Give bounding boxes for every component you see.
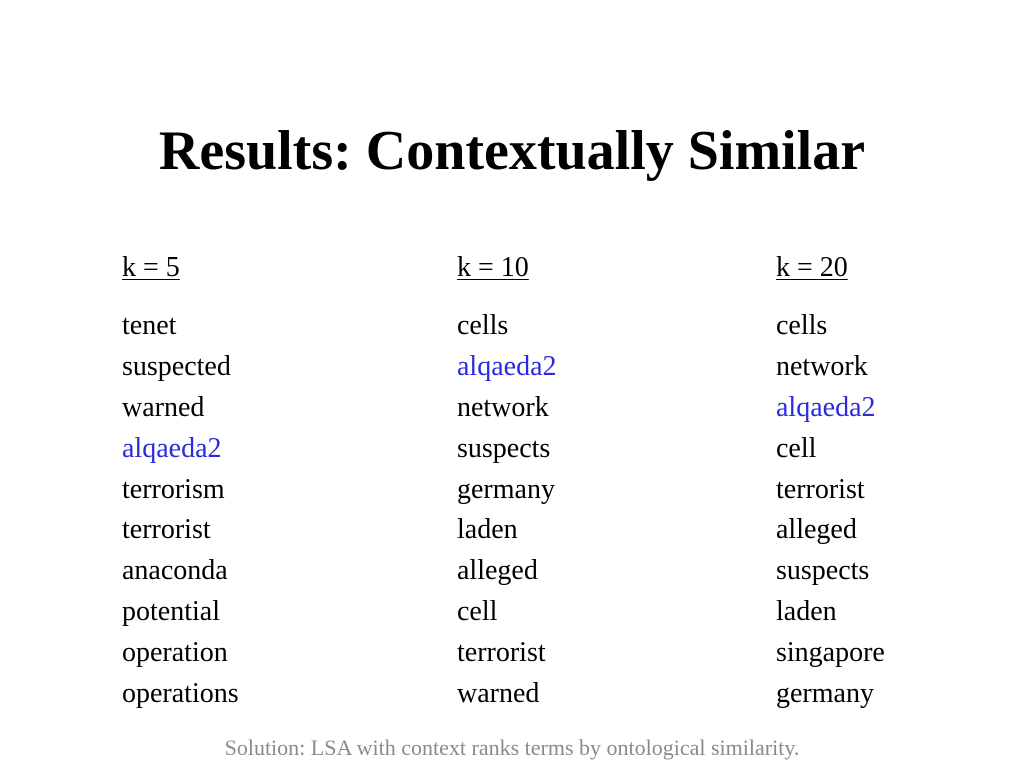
term-item: alleged bbox=[776, 514, 857, 546]
results-column-k5 bbox=[122, 248, 239, 715]
slide-footer-note: Solution: LSA with context ranks terms by ontological similarity. bbox=[224, 735, 800, 760]
term-item: cell bbox=[457, 596, 498, 628]
term-item: germany bbox=[457, 473, 555, 505]
term-item: tenet bbox=[122, 310, 177, 341]
term-item-highlighted: alqaeda2 bbox=[122, 432, 222, 464]
term-item: germany bbox=[776, 678, 874, 710]
term-item: operation bbox=[122, 637, 228, 669]
term-item: alleged bbox=[457, 555, 538, 587]
column-header: k = 5 bbox=[122, 252, 180, 283]
slide-title: Results: Contextually Similar bbox=[158, 120, 866, 182]
term-item: suspects bbox=[776, 555, 870, 587]
term-item: network bbox=[457, 391, 549, 423]
term-item: terrorist bbox=[457, 637, 546, 669]
term-item: cells bbox=[776, 310, 828, 341]
term-item: warned bbox=[457, 678, 540, 710]
term-item: singapore bbox=[776, 637, 885, 669]
results-column-k10 bbox=[457, 248, 557, 715]
term-item: operations bbox=[122, 678, 239, 710]
term-item: cells bbox=[457, 310, 509, 341]
term-list bbox=[122, 306, 239, 715]
column-header: k = 20 bbox=[776, 252, 848, 283]
term-item: potential bbox=[122, 596, 220, 628]
term-list bbox=[457, 306, 557, 715]
term-item: terrorist bbox=[122, 514, 211, 546]
term-item: cell bbox=[776, 432, 817, 464]
term-item: warned bbox=[122, 391, 205, 423]
term-item: suspected bbox=[122, 350, 231, 382]
results-column-k20 bbox=[776, 248, 885, 715]
term-item: laden bbox=[457, 514, 518, 546]
term-item: suspects bbox=[457, 432, 551, 464]
term-item-highlighted: alqaeda2 bbox=[457, 350, 557, 382]
term-item: anaconda bbox=[122, 555, 228, 587]
term-item: network bbox=[776, 350, 868, 382]
column-header: k = 10 bbox=[457, 252, 529, 283]
term-item: terrorism bbox=[122, 473, 225, 505]
term-item-highlighted: alqaeda2 bbox=[776, 391, 876, 423]
term-list bbox=[776, 306, 885, 715]
term-item: laden bbox=[776, 596, 837, 628]
term-item: terrorist bbox=[776, 473, 865, 505]
